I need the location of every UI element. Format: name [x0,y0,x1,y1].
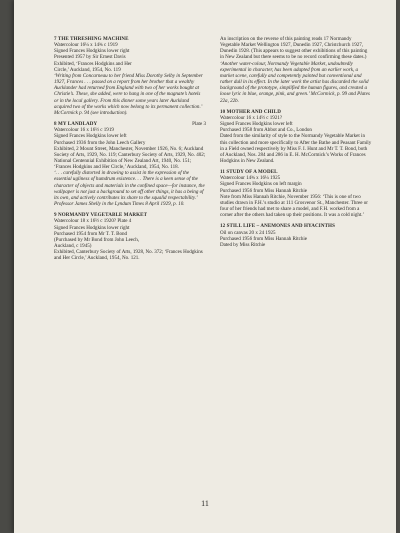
entry-line: Purchased 1936 from the John Leech Gallery [54,139,146,146]
entry-line: Watercolour 18 x 16½ c 1920? Plate 4 [54,218,132,225]
entry-title: STUDY OF A MODEL [226,169,278,176]
entry-line: Watercolour 16 x 14½ c 1921? [220,114,283,121]
entry-quote: ‘. . . carefully distorted in drawing to assist in the expression of the essential ugliness of humdrum existence. . . There is a keen sense of the character of objects and materials in the confined space—for instance, the wallpaper is not just a background to set off other things, it has a being of its own, and actively contributes its share to the squalid respectability.’ Professor James Shelly in the Lyndum Times 8 April 1929, p. 10. [54,170,205,208]
entry-line: Signed Frances Hodgkins lower right [54,224,130,231]
entry-number: 9 [54,212,57,219]
catalogue-entry-continued [220,36,372,104]
plate-label: Plate 3 [192,121,206,128]
entry-number: 8 [54,121,57,128]
entry-title: THE THRESHING MACHINE [57,36,129,42]
entry-line: Circle,’ Auckland, 1954, No. 119 [54,66,121,73]
entry-line: Dated by Miss Ritchie [220,241,266,248]
entry-line: Purchased 1954 from Mr T. T. Bond [54,230,128,237]
entry-line: Signed Frances Hodgkins lower left [220,121,293,128]
catalogue-entry [54,36,206,116]
entry-number: 7 [54,36,57,42]
entry-line: Purchased 1958 from Abbot and Co., London [220,127,312,134]
catalogue-entry [220,223,372,248]
entry-line: Signed Frances Hodgkins lower right [54,48,130,55]
entry-line: An inscription on the reverse of this painting reads 17 Normandy Vegetable Market Wellington 1927, Dunedin 1927, Christchurch 1927, Dunedin 1928. (This appears to suggest other exhibitions of this painting in New Zealand but there seems to be no record confirming these dates.) [220,36,368,61]
entry-line: Note from Miss Hannah Ritchie, November 1956: ‘This is one of two studies drawn in F.H.’s studio at 111 Grosvenor St., Manchester. Three or four of her friends had met to share a model, and F.H. worked from a corner after the others had taken up their positions. It was a cold night.’ [220,193,368,219]
entry-line: Exhibited, Canterbury Society of Arts, 1928, No. 372; ‘Frances Hodgkins and Her Circle,’ Auckland, 1954, No. 121. [54,249,203,262]
entry-number: 11 [220,169,225,176]
entry-title: MY LANDLADY [58,121,98,128]
entry-line: Auckland, c 1945) [54,243,92,249]
entry-quote: ‘Writing from Concarneau to her friend Miss Dorothy Selby in September 1927, Frances . . . passed on a report from her brother that a wealthy Aucklander had returned from England with two of her works bought at Christie’s. These, she added, were to hang in one of the magnate’s hotels or in the local gallery. From this dinner some years later Auckland acquired two of the works which now belong to its permanent collection.’ McCormick p. 94 (see introduction). [54,72,203,116]
catalogue-entry [220,109,372,164]
catalogue-entry [54,212,206,261]
left-column [54,36,206,266]
entry-line: Watercolour 14¾ x 16¼ 1925 [220,175,281,182]
catalogue-entry [220,169,372,218]
entry-quote: ‘Another water-colour, Normandy Vegetable Market, undoubtedly experimental in character, has been adapted from an earlier work, a market scene, carefully and competently painted but conventional and rather dull in its effect. In the later work the artist has discarded the solid background of the prototype, simplified the human figures, and created a loose lyric in blue, orange, pink, and green.’ McCormick, p. 99 and Plates 22a, 22b. [220,60,370,104]
entry-line: Oil on canvas 20 x 24 1925 [220,229,276,236]
entry-line: Exhibited, ‘Frances Hodgkins and Her [54,60,132,67]
catalogue-entry [54,121,206,207]
entry-line: Watercolour 16 x 16½ c 1919 [54,127,114,134]
entry-line: Dated from the similarity of style to the Normandy Vegetable Market in this collection and more specifically to After the Bathe and Peasant Family in a Field owned respectively by Miss F. I. Hunt and Mr T. T. Bond, both of Auckland, Nos. 284 and 286 in E. H. McCormick’s Works of Frances Hodgkins in New Zealand. [220,133,372,164]
entry-title: MOTHER AND CHILD [226,108,281,115]
right-column [220,36,372,253]
entry-title: NORMANDY VEGETABLE MARKET [58,212,148,219]
entry-title: STILL LIFE – ANEMONES AND HYACINTHS [226,223,335,230]
entry-line: Purchased 1956 from Miss Hannah Ritchie [220,187,308,194]
catalogue-page [14,0,396,533]
entry-number: 10 [220,108,226,115]
entry-line: Signed Frances Hodgkins on left margin [220,181,302,188]
entry-line: (Purchased by Mr Bond from John Leech, [54,236,140,243]
entry-line: Watercolour 16¼ x 14¾ c 1919 [54,42,118,49]
page-number: 11 [201,499,209,508]
entry-line: Signed Frances Hodgkins lower left [54,133,127,140]
entry-number: 12 [220,223,226,230]
entry-line: Presented 1957 by Sir Ernest Davis [54,54,126,61]
entry-line: Purchased 1956 from Miss Hannah Ritchie [220,235,308,242]
entry-line: Exhibited, 2 Mount Street, Manchester, November 1926, No. 6; Auckland Society of Arts, 1929, No. 119; Canterbury Society of Arts, 1929, No. 402; National Centennial Exhibition of New Zealand Art, 1940, No. 151; ‘Frances Hodgkins and Her Circle,’ Auckland, 1954, No. 118. [54,145,206,171]
